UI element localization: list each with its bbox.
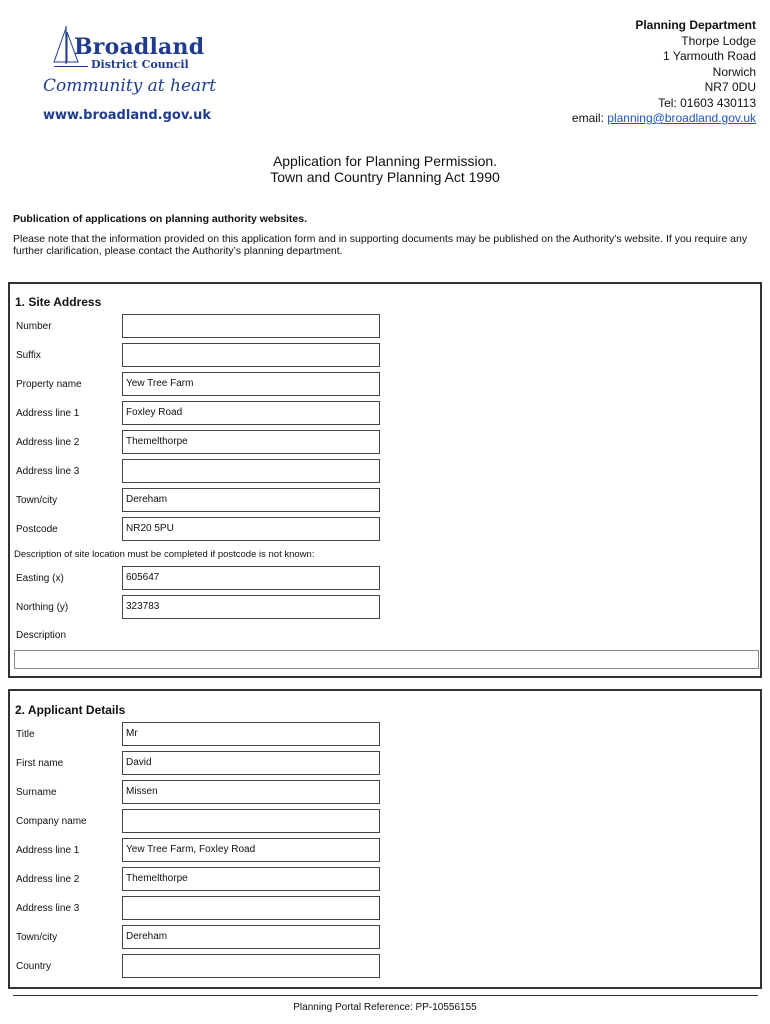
document-title bbox=[0, 153, 770, 185]
address-line-2-field[interactable]: Themelthorpe bbox=[122, 430, 380, 454]
field-label: Company name bbox=[16, 816, 87, 827]
description-field[interactable] bbox=[14, 650, 759, 669]
description-label: Description bbox=[16, 630, 67, 641]
email-link[interactable]: planning@broadland.gov.uk bbox=[607, 111, 756, 125]
field-row bbox=[10, 372, 760, 398]
telephone: Tel: 01603 430113 bbox=[658, 95, 756, 110]
field-row bbox=[10, 430, 760, 456]
field-label: Town/city bbox=[16, 932, 58, 943]
field-row bbox=[10, 838, 760, 864]
logo-name: Broadland bbox=[74, 34, 205, 60]
field-row bbox=[10, 595, 760, 621]
address-line-1: Thorpe Lodge bbox=[681, 33, 756, 48]
field-row bbox=[10, 488, 760, 514]
northing-field[interactable]: 323783 bbox=[122, 595, 380, 619]
field-label: Address line 2 bbox=[16, 437, 80, 448]
field-label: Postcode bbox=[16, 524, 58, 535]
footer-divider bbox=[13, 995, 758, 996]
field-row bbox=[10, 314, 760, 340]
email-label: email: bbox=[571, 111, 608, 125]
applicant-address-line-1-field[interactable]: Yew Tree Farm, Foxley Road bbox=[122, 838, 380, 862]
field-label: Northing (y) bbox=[16, 602, 69, 613]
field-row bbox=[10, 867, 760, 893]
address-postcode: NR7 0DU bbox=[704, 80, 756, 94]
publication-heading: Publication of applications on planning authority websites. bbox=[13, 213, 308, 225]
field-row bbox=[10, 459, 760, 485]
surname-field[interactable]: Missen bbox=[122, 780, 380, 804]
country-field[interactable] bbox=[122, 954, 380, 978]
suffix-field[interactable] bbox=[122, 343, 380, 367]
field-label: Suffix bbox=[16, 350, 41, 361]
postcode-field[interactable]: NR20 5PU bbox=[122, 517, 380, 541]
field-label: Country bbox=[16, 961, 52, 972]
logo-rule bbox=[54, 66, 88, 67]
title-line-2: Town and Country Planning Act 1990 bbox=[270, 169, 500, 185]
field-row bbox=[10, 751, 760, 777]
logo-subtitle: District Council bbox=[91, 58, 189, 71]
town-city-field[interactable]: Dereham bbox=[122, 488, 380, 512]
department-name: Planning Department bbox=[635, 18, 756, 32]
field-row bbox=[10, 343, 760, 369]
easting-field[interactable]: 605647 bbox=[122, 566, 380, 590]
number-field[interactable] bbox=[122, 314, 380, 338]
title-line-1: Application for Planning Permission. bbox=[272, 153, 498, 169]
field-row bbox=[10, 401, 760, 427]
applicant-details-section bbox=[8, 689, 762, 989]
field-label: Surname bbox=[16, 787, 57, 798]
field-row bbox=[10, 925, 760, 951]
field-label: Address line 1 bbox=[16, 408, 80, 419]
field-label: Address line 3 bbox=[16, 466, 80, 477]
field-label: Property name bbox=[16, 379, 82, 390]
field-row bbox=[10, 566, 760, 592]
section-heading: 2. Applicant Details bbox=[15, 703, 126, 717]
field-row bbox=[10, 722, 760, 748]
field-label: Address line 1 bbox=[16, 845, 80, 856]
website-link[interactable]: www.broadland.gov.uk bbox=[43, 108, 212, 123]
field-row bbox=[10, 809, 760, 835]
applicant-town-city-field[interactable]: Dereham bbox=[122, 925, 380, 949]
address-line-1-field[interactable]: Foxley Road bbox=[122, 401, 380, 425]
field-label: Title bbox=[16, 729, 35, 740]
field-row bbox=[10, 896, 760, 922]
company-name-field[interactable] bbox=[122, 809, 380, 833]
field-label: Town/city bbox=[16, 495, 58, 506]
address-city: Norwich bbox=[712, 64, 756, 79]
council-logo bbox=[40, 22, 217, 123]
field-label: Address line 3 bbox=[16, 903, 80, 914]
publication-text: Please note that the information provided on this application form and in supporting documents may be published on the Authority’s website. If you require any further clarification, please contact the Authority’s planning department. bbox=[13, 233, 748, 257]
applicant-address-line-3-field[interactable] bbox=[122, 896, 380, 920]
field-row bbox=[10, 780, 760, 806]
location-note: Description of site location must be completed if postcode is not known: bbox=[14, 549, 315, 560]
address-line-2: 1 Yarmouth Road bbox=[663, 49, 756, 63]
email-row bbox=[572, 111, 756, 127]
logo-tagline: Community at heart bbox=[43, 76, 217, 96]
field-row bbox=[10, 517, 760, 543]
portal-reference: Planning Portal Reference: PP-10556155 bbox=[293, 1002, 477, 1013]
first-name-field[interactable]: David bbox=[122, 751, 380, 775]
field-label: Number bbox=[16, 321, 52, 332]
field-label: First name bbox=[16, 758, 64, 769]
field-label: Easting (x) bbox=[16, 573, 64, 584]
site-address-section bbox=[8, 282, 762, 678]
contact-address bbox=[572, 18, 756, 127]
property-name-field[interactable]: Yew Tree Farm bbox=[122, 372, 380, 396]
field-label: Address line 2 bbox=[16, 874, 80, 885]
field-row bbox=[10, 954, 760, 980]
applicant-address-line-2-field[interactable]: Themelthorpe bbox=[122, 867, 380, 891]
section-heading: 1. Site Address bbox=[15, 295, 102, 309]
address-line-3-field[interactable] bbox=[122, 459, 380, 483]
title-field[interactable]: Mr bbox=[122, 722, 380, 746]
